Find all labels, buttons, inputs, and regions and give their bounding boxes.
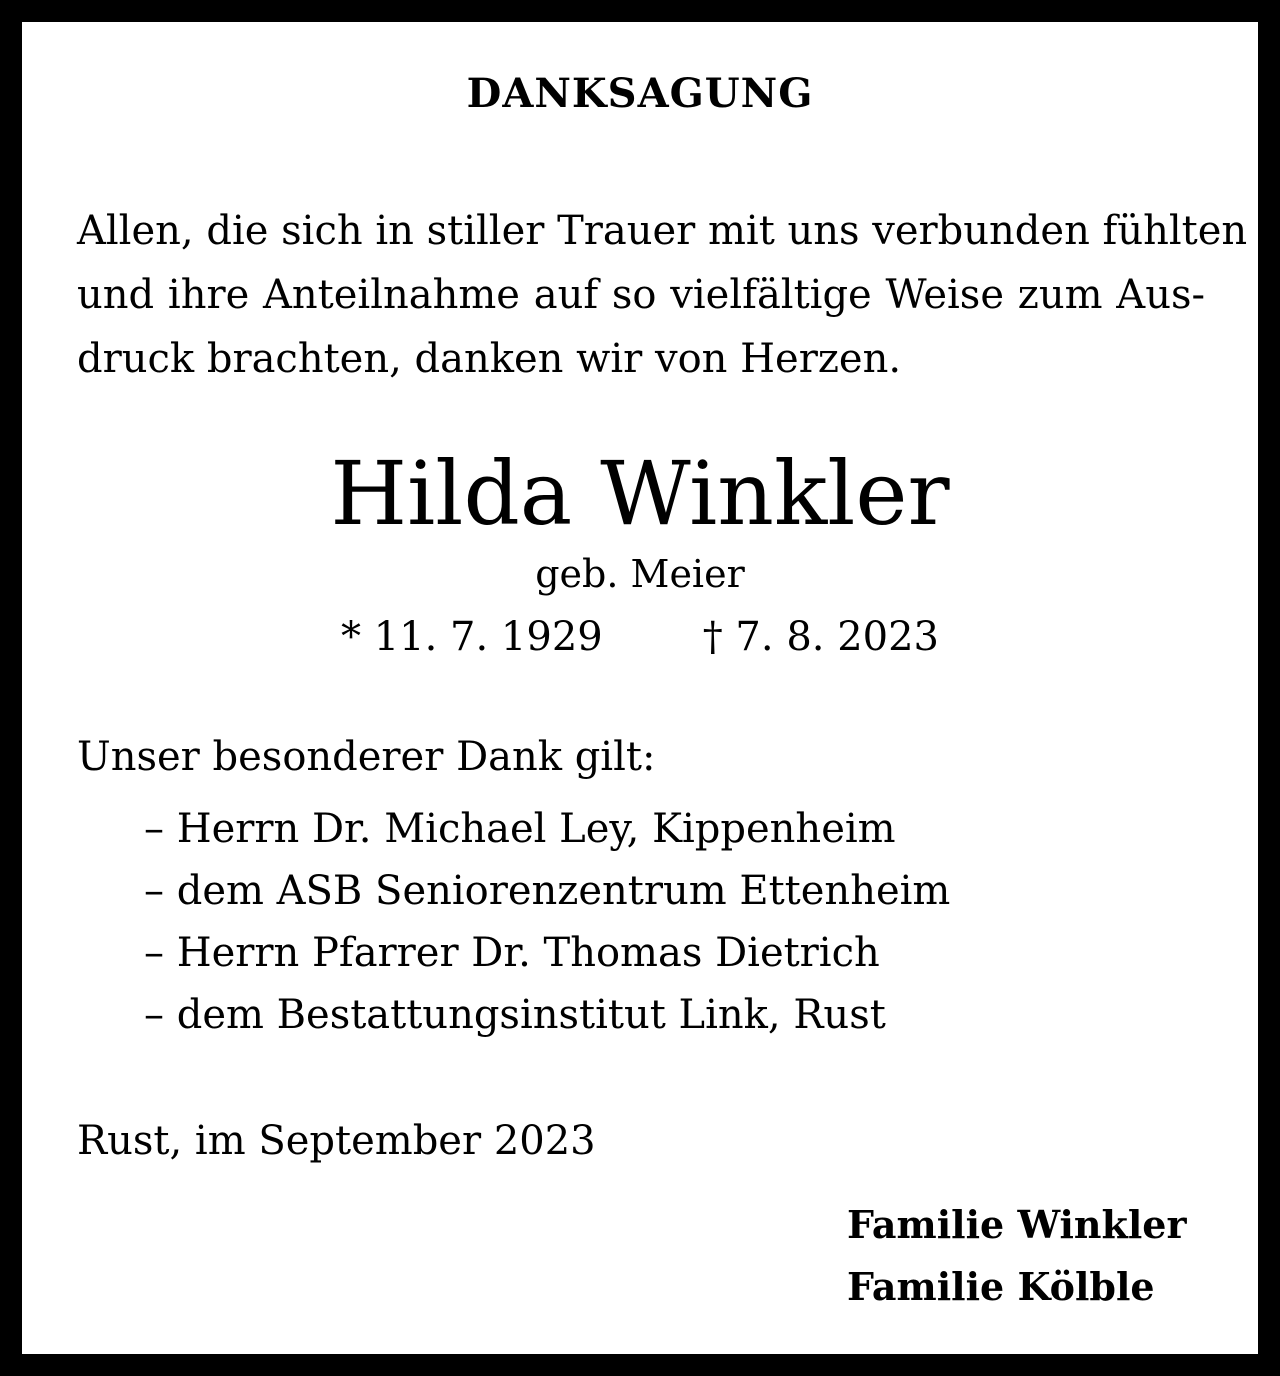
list-item: – dem ASB Seniorenzentrum Ettenheim (144, 868, 951, 914)
special-thanks-list (144, 798, 950, 1046)
intro-line: Allen, die sich in stiller Trauer mit uns verbunden fühlten (77, 208, 1248, 254)
deceased-name: Hilda Winkler (330, 442, 950, 545)
place-and-date: Rust, im September 2023 (77, 1118, 596, 1164)
notice-heading: DANKSAGUNG (466, 70, 814, 117)
list-item: – Herrn Pfarrer Dr. Thomas Dietrich (144, 930, 880, 976)
birth-date: * 11. 7. 1929 (341, 614, 603, 660)
life-dates (22, 614, 1258, 660)
obituary-notice-card (22, 22, 1258, 1354)
death-date: † 7. 8. 2023 (702, 614, 939, 660)
birth-name: geb. Meier (535, 552, 745, 596)
list-item: – Herrn Dr. Michael Ley, Kippenheim (144, 806, 896, 852)
special-thanks-title: Unser besonderer Dank gilt: (77, 734, 656, 780)
intro-line: und ihre Anteilnahme auf so vielfältige Weise zum Aus- (77, 272, 1205, 318)
signatory: Familie Kölble (847, 1264, 1155, 1309)
signatory: Familie Winkler (847, 1202, 1187, 1247)
signatories (847, 1194, 1186, 1318)
intro-paragraph (77, 199, 1248, 391)
intro-line: druck brachten, danken wir von Herzen. (77, 336, 902, 382)
list-item: – dem Bestattungsinstitut Link, Rust (144, 992, 886, 1038)
